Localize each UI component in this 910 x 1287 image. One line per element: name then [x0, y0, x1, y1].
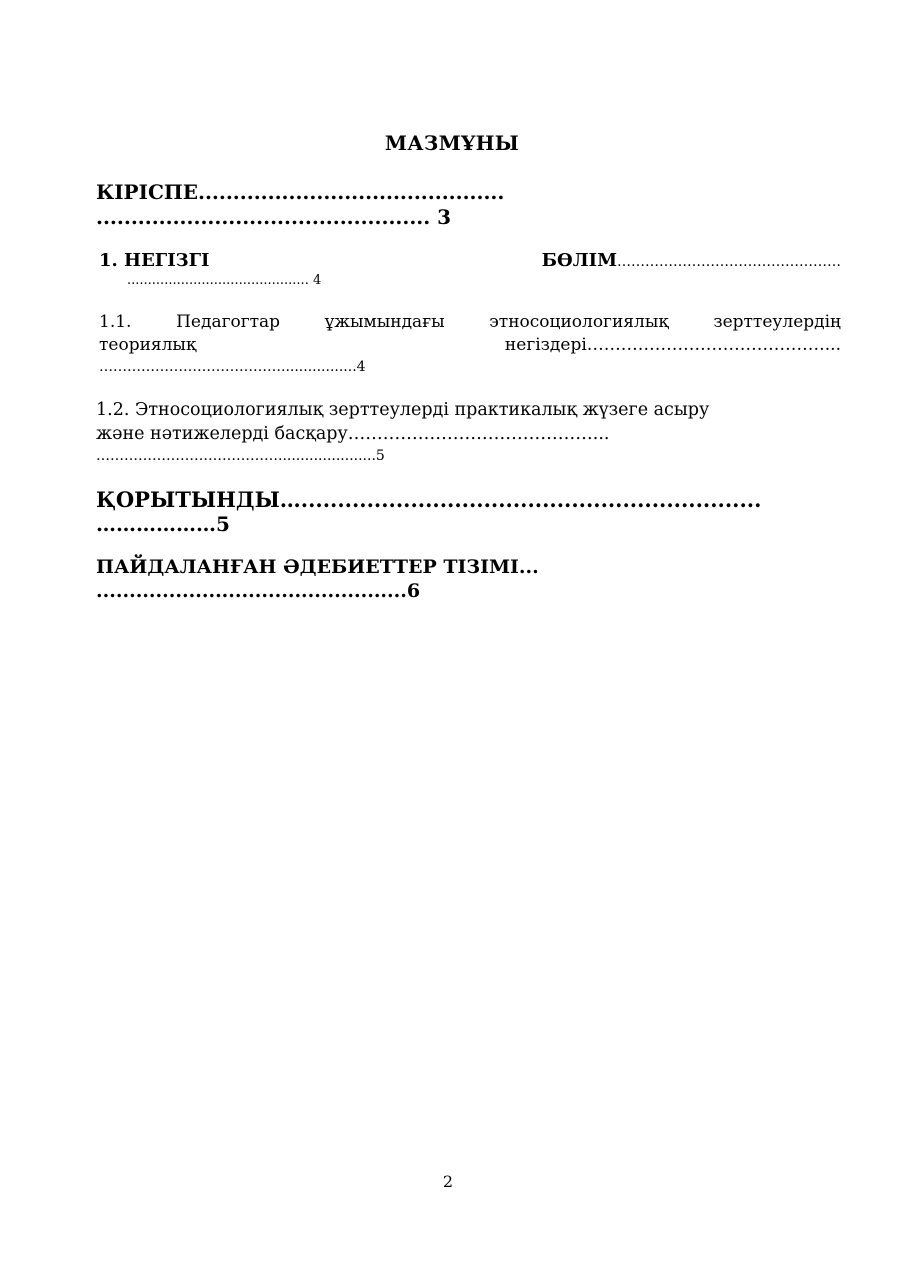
toc-entry-intro: КІРІСПЕ............................................ — [96, 180, 505, 204]
toc-entry-1-2-page-line: …………………………………......................5 — [96, 448, 385, 464]
toc-entry-references-leader: ...............................................6 — [96, 580, 421, 602]
toc-entry-1-2-line-1: 1.2. Этносоциологиялық зерттеулерді практикалық жүзеге асыру — [96, 400, 710, 420]
toc-entry-1-2-line-2: және нәтижелерді басқару……………………………………... — [96, 424, 610, 444]
toc-section-1-leader: ………………………………………… — [617, 254, 841, 270]
page-number: 2 — [442, 1172, 454, 1191]
toc-entry-intro-leader: ................................................ 3 — [96, 205, 452, 229]
page-title: МАЗМҰНЫ — [384, 131, 520, 155]
toc-entry-1-1-line-1 — [99, 312, 841, 332]
toc-1-1-leader: негіздері……………………………………... — [504, 335, 841, 355]
toc-entry-conclusion: ҚОРЫТЫНДЫ…............................................................... — [96, 487, 762, 512]
toc-1-1-word: зерттеулердің — [713, 312, 841, 332]
toc-1-1-word: этносоциологиялық — [489, 312, 669, 332]
toc-1-1-word: Педагогтар — [176, 312, 281, 332]
toc-1-1-word: 1.1. — [99, 312, 132, 332]
toc-entry-conclusion-leader: ………………5 — [96, 512, 230, 536]
toc-1-1-word: теориялық — [99, 335, 197, 355]
toc-section-1-page-line: ............................................ 4 — [127, 273, 322, 288]
toc-entry-section-1 — [99, 250, 841, 271]
toc-section-1-title-group — [542, 250, 841, 271]
toc-section-1-number: 1. НЕГІЗГІ — [99, 250, 210, 271]
toc-entry-1-1-page-line: ………………………………….................4 — [99, 359, 366, 375]
toc-section-1-title: БӨЛІМ — [541, 250, 617, 271]
toc-entry-references: ПАЙДАЛАНҒАН ӘДЕБИЕТТЕР ТІЗІМІ... — [96, 556, 539, 578]
toc-1-1-word: ұжымындағы — [324, 312, 445, 332]
toc-entry-1-1-line-2 — [99, 335, 841, 355]
